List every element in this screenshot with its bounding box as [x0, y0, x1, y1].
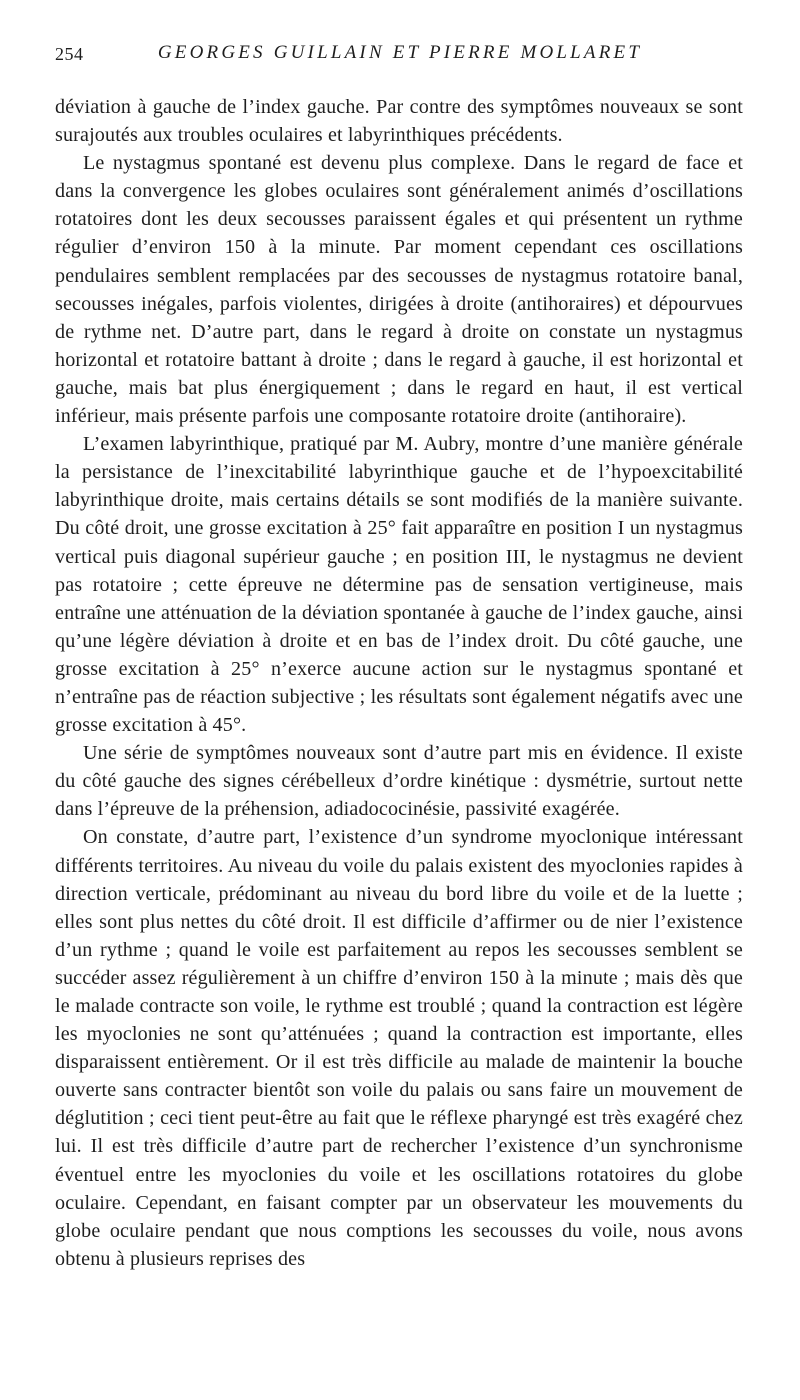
paragraph-labyrinth-exam: L’examen labyrinthique, pratiqué par M. Aubry, montre d’une manière générale la persistance de l’inexcitabilité labyrinthique gauche et de l’hypoexcitabilité labyrinthique droite, mais certains détails se sont modifiés de la manière suivante. Du côté droit, une grosse excitation à 25° fait apparaître en position I un nystagmus vertical puis diagonal supérieur gauche ; en position III, le nystagmus ne devient pas rotatoire ; cette épreuve ne détermine pas de sensation vertigineuse, mais entraîne une atténuation de la déviation spontanée à gauche de l’index gauche, ainsi qu’une légère déviation à droite et en bas de l’index droit. Du côté gauche, une grosse excitation à 25° n’exerce aucune action sur le nystagmus spontané et n’entraîne pas de réaction subjective ; les résultats sont également négatifs avec une grosse excitation à 45°.: [55, 433, 743, 737]
paragraph-nystagmus: Le nystagmus spontané est devenu plus complexe. Dans le regard de face et dans la convergence les globes oculaires sont généralement animés d’oscillations rotatoires dont les deux secousses paraissent égales et qui présentent un rythme régulier d’environ 150 à la minute. Par moment cependant ces oscillations pendulaires semblent remplacées par des secousses de nystagmus rotatoire banal, secousses inégales, parfois violentes, dirigées à droite (antihoraires) et dépourvues de rythme net. D’autre part, dans le regard à droite on constate un nystagmus horizontal et rotatoire battant à droite ; dans le regard à gauche, il est horizontal et gauche, mais bat plus énergiquement ; dans le regard en haut, il est vertical inférieur, mais présente parfois une composante rotatoire droite (antihoraire).: [55, 152, 743, 428]
paragraph-cerebellar-signs: Une série de symptômes nouveaux sont d’autre part mis en évidence. Il existe du côté gauche des signes cérébelleux d’ordre kinétique : dysmétrie, surtout nette dans l’épreuve de la préhension, adiadococinésie, passivité exagérée.: [55, 742, 743, 821]
paragraph-myoclonic-syndrome: On constate, d’autre part, l’existence d’un syndrome myoclonique intéressant différents territoires. Au niveau du voile du palais existent des myoclonies rapides à direction verticale, prédominant au niveau du bord libre du voile et de la luette ; elles sont plus nettes du côté droit. Il est difficile d’affirmer ou de nier l’existence d’un rythme ; quand le voile est parfaitement au repos les secousses semblent se succéder assez régulièrement à un chiffre d’environ 150 à la minute ; mais dès que le malade contracte son voile, le rythme est troublé ; quand la contraction est légère les myoclonies ne sont qu’atténuées ; quand la contraction est importante, elles disparaissent entièrement. Or il est très difficile au malade de maintenir la bouche ouverte sans contracter bientôt son voile du palais ou sans faire un mouvement de déglutition ; ceci tient peut-être au fait que le réflexe pharyngé est très exagéré chez lui. Il est très difficile d’autre part de rechercher l’existence d’un synchronisme éventuel entre les myoclonies du voile et les oscillations rotatoires du globe oculaire. Cependant, en faisant compter par un observateur les mouvements du globe oculaire pendant que nous comptions les secousses du voile, nous avons obtenu à plusieurs reprises des: [55, 826, 743, 1270]
body-text: [55, 93, 743, 1273]
paragraph-continued: déviation à gauche de l’index gauche. Par contre des symptômes nouveaux se sont surajoutés aux troubles oculaires et labyrinthiques précédents.: [55, 96, 743, 147]
page-number: 254: [55, 44, 84, 64]
running-head: [55, 40, 745, 70]
running-title: GEORGES GUILLAIN ET PIERRE MOLLARET: [157, 42, 643, 63]
